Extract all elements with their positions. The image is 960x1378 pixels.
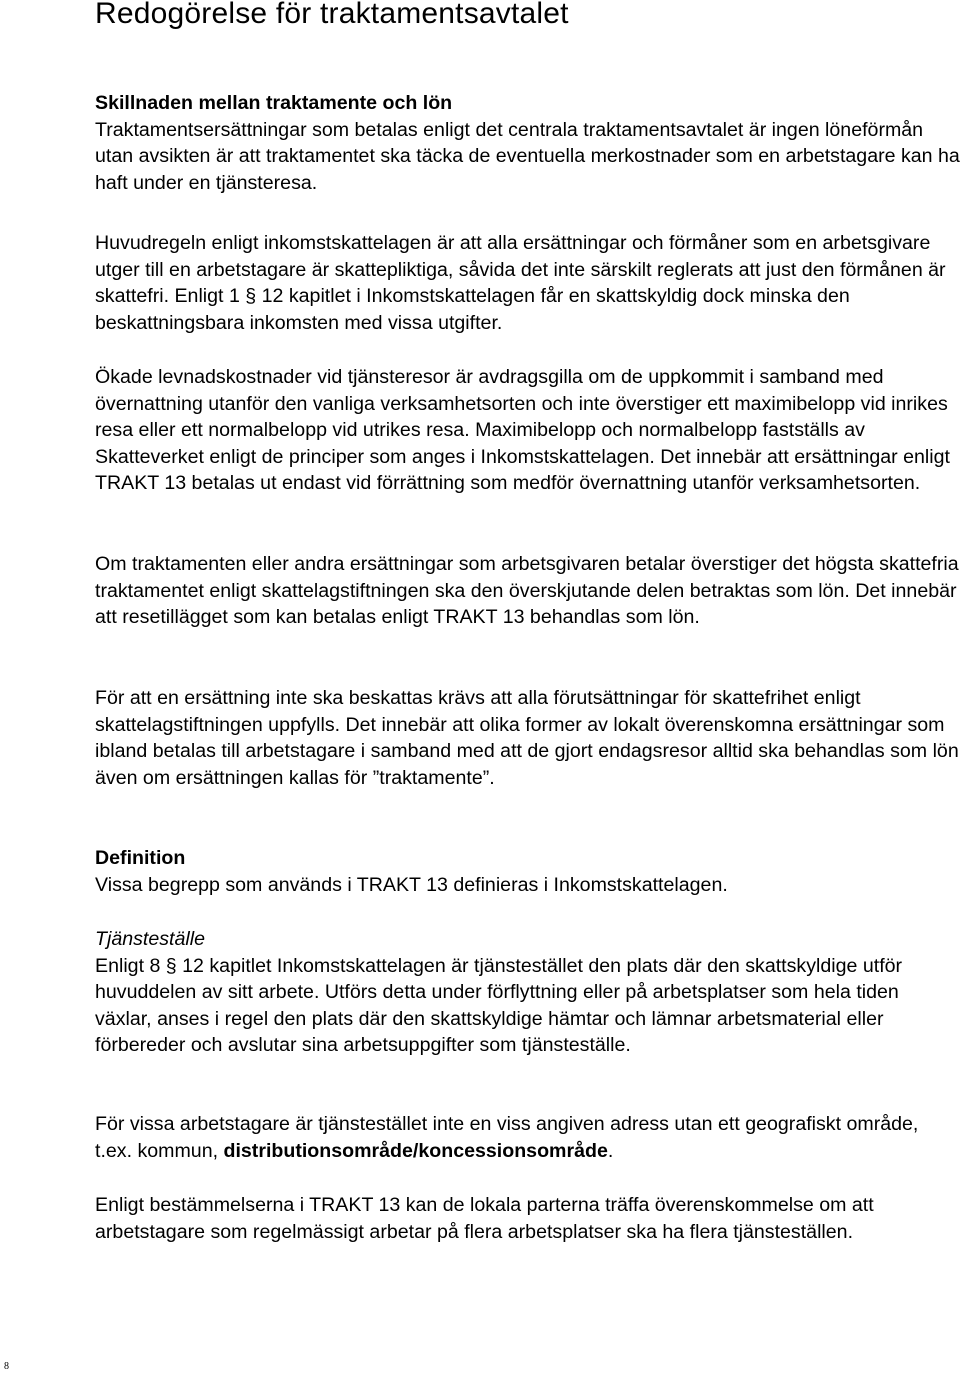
section-heading-definition: Definition: [95, 847, 186, 869]
page-number: 8: [4, 1361, 9, 1372]
paragraph-local-parties-block: [95, 1192, 960, 1245]
paragraph-workplace: Enligt 8 § 12 kapitlet Inkomstskattelagen är tjänstestället den plats där den skattskyldige utför huvuddelen av sitt arbete. Utförs detta under förflyttning eller på arbetsplatser som hela tiden växlar, anses i regel den plats där den skattskyldige hämtar och lämnar arbetsmaterial eller förbereder och avslutar sina arbetsuppgifter som tjänsteställe.: [95, 954, 903, 1056]
paragraph-geographic: [95, 1111, 960, 1164]
paragraph-excess-block: [95, 551, 960, 631]
subsection-workplace: [95, 926, 960, 1059]
subsection-heading-workplace: Tjänsteställe: [95, 928, 205, 950]
section-difference: [95, 90, 960, 196]
paragraph-excess: Om traktamenten eller andra ersättningar som arbetsgivaren betalar överstiger det högsta skattefria traktamentet enligt skattelagstiftningen ska den överskjutande delen betraktas som lön. Det innebär att resetillägget som kan betalas enligt TRAKT 13 behandlas som lön.: [95, 553, 959, 628]
paragraph-tax-free-block: [95, 685, 960, 791]
paragraph-main-rule: Huvudregeln enligt inkomstskattelagen är att alla ersättningar och förmåner som en arbetsgivare utger till en arbetstagare är skattepliktiga, såvida det inte särskilt reglerats att just den förmånen är skattefri. Enligt 1 § 12 kapitlet i Inkomstskattelagen får en skattskyldig dock minska den beskattningsbara inkomsten med vissa utgifter.: [95, 232, 946, 334]
section-heading-difference: Skillnaden mellan traktamente och lön: [95, 92, 453, 114]
paragraph-local-parties: Enligt bestämmelserna i TRAKT 13 kan de lokala parterna träffa överenskommelse om att arbetstagare som regelmässigt arbetar på flera arbetsplatser ska ha flera tjänsteställen.: [95, 1194, 874, 1243]
paragraph-definition-intro: Vissa begrepp som används i TRAKT 13 definieras i Inkomstskattelagen.: [95, 873, 728, 896]
paragraph-geographic-bold: distributionsområde/koncessionsområde: [223, 1139, 608, 1162]
paragraph-main-rule-block: [95, 230, 960, 336]
paragraph-geographic-block: [95, 1111, 960, 1164]
page-title: Redogörelse för traktamentsavtalet: [95, 0, 569, 30]
paragraph-living-costs-block: [95, 364, 960, 497]
paragraph-geographic-end: .: [607, 1139, 614, 1162]
paragraph-geographic-text: För vissa arbetstagare är tjänstestället inte en viss angiven adress utan ett geografiskt område, t.ex. kommun,: [95, 1113, 919, 1162]
paragraph-intro: Traktamentsersättningar som betalas enligt det centrala traktamentsavtalet är ingen löneförmån utan avsikten är att traktamentet ska täcka de eventuella merkostnader som en arbetstagare kan ha haft under en tjänsteresa.: [95, 118, 960, 194]
paragraph-tax-free: För att en ersättning inte ska beskattas krävs att alla förutsättningar för skattefrihet enligt skattelagstiftningen uppfylls. Det innebär att olika former av lokalt överenskomna ersättningar som ibland betalas till arbetstagare i samband med att de gjort endagsresor alltid ska behandlas som lön även om ersättningen kallas för ”traktamente”.: [95, 687, 959, 789]
paragraph-living-costs: Ökade levnadskostnader vid tjänsteresor är avdragsgilla om de uppkommit i samband med övernattning utanför den vanliga verksamhetsorten och inte överstiger ett maximibelopp vid inrikes resa eller ett normalbelopp vid utrikes resa. Maximibelopp och normalbelopp fastställs av Skatteverket enligt de principer som anges i Inkomstskattelagen. Det innebär att ersättningar enligt TRAKT 13 betalas ut endast vid förrättning som medför övernattning utanför verksamhetsorten.: [95, 366, 950, 494]
section-definition: [95, 845, 960, 898]
